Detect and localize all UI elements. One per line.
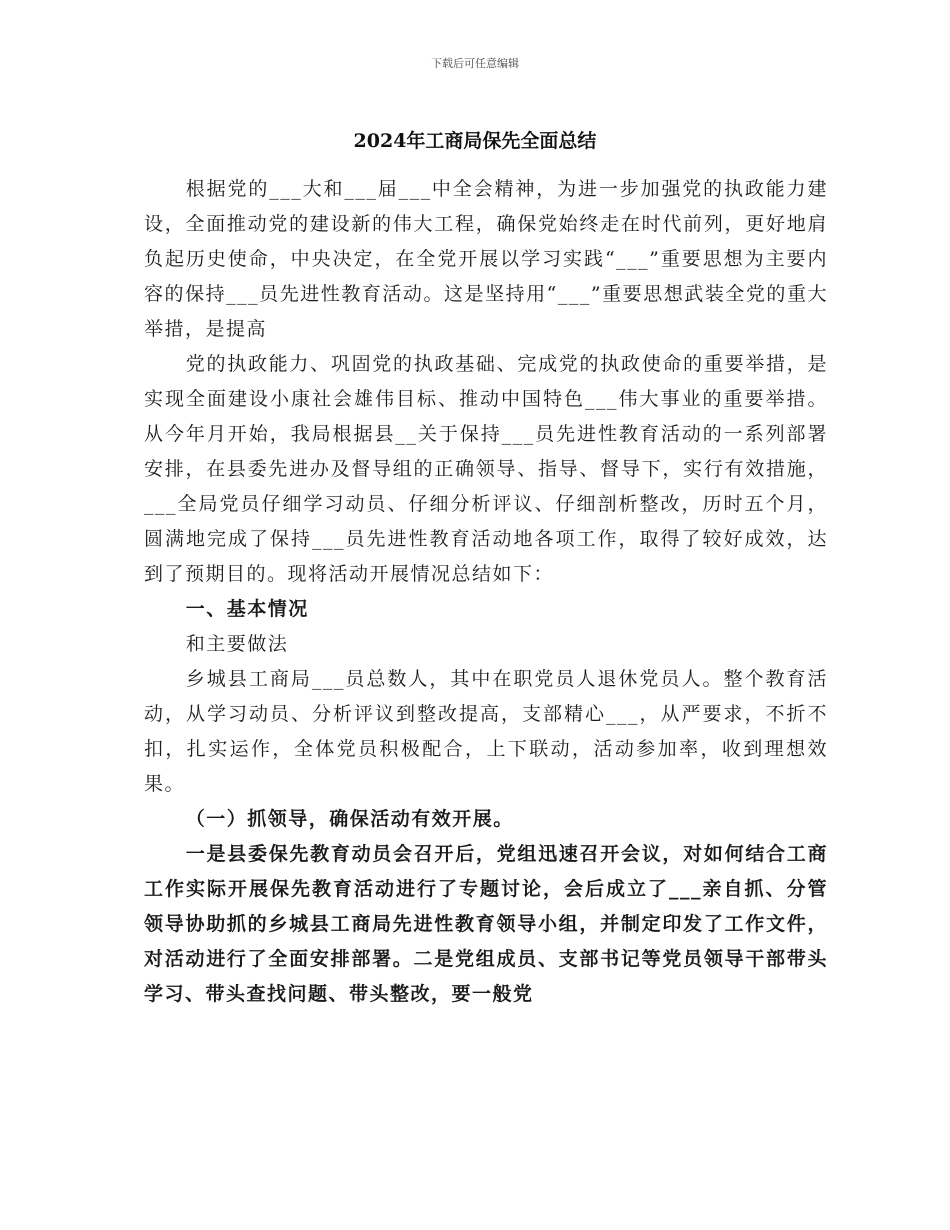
paragraph-overview: 乡城县工商局___员总数人，其中在职党员人退休党员人。整个教育活动，从学习动员、分析评议到整改提高，支部精心___，从严要求，不折不扣，扎实运作，全体党员积极配合，上下联动，活动参加率，收到理想效果。 — [144, 668, 828, 795]
section-heading-continuation: 和主要做法 — [185, 633, 289, 655]
document-title: 2024年工商局保先全面总结 — [353, 130, 597, 152]
paragraph-significance: 党的执政能力、巩固党的执政基础、完成党的执政使命的重要举措，是实现全面建设小康社会雄伟目标、推动中国特色___伟大事业的重要举措。从今年月开始，我局根据县__关于保持___员先进性教育活动的一系列部署安排，在县委先进办及督导组的正确领导、指导、督导下，实行有效措施，___全局党员仔细学习动员、仔细分析评议、仔细剖析整改，历时五个月，圆满地完成了保持___员先进性教育活动地各项工作，取得了较好成效，达到了预期目的。现将活动开展情况总结如下： — [144, 353, 828, 585]
document-body — [144, 172, 828, 1012]
page-header-note: 下载后可任意编辑 — [431, 57, 519, 70]
subsection-heading-leadership: （一）抓领导，确保活动有效开展。 — [185, 808, 514, 830]
paragraph-leadership: 一是县委保先教育动员会召开后，党组迅速召开会议，对如何结合工商工作实际开展保先教育活动进行了专题讨论，会后成立了___亲自抓、分管领导协助抓的乡城县工商局先进性教育领导小组，并制定印发了工作文件，对活动进行了全面安排部署。二是党组成员、支部书记等党员领导干部带头学习、带头查找问题、带头整改，要一般党 — [144, 843, 828, 1005]
paragraph-intro: 根据党的___大和___届___中全会精神，为进一步加强党的执政能力建设，全面推动党的建设新的伟大工程，确保党始终走在时代前列，更好地肩负起历史使命，中央决定，在全党开展以学习实践“___”重要思想为主要内容的保持___员先进性教育活动。这是坚持用“___”重要思想武装全党的重大举措，是提高 — [144, 178, 828, 340]
section-heading-basic: 一、基本情况 — [185, 598, 309, 620]
